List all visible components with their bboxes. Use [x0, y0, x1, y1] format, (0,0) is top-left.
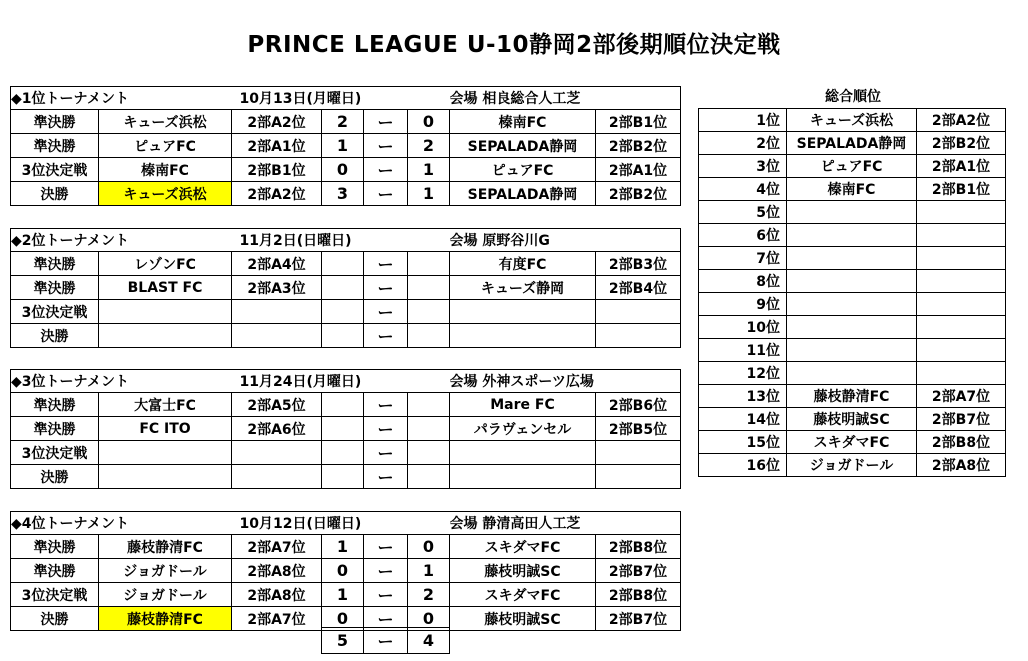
score-dash: ー [364, 300, 408, 324]
away-team-rank [596, 465, 681, 489]
away-score: 0 [408, 607, 450, 631]
away-team-rank: 2部B7位 [596, 607, 681, 631]
away-team-rank: 2部B5位 [596, 417, 681, 441]
ranking-team [787, 201, 917, 224]
ranking-position: 13位 [699, 385, 787, 408]
ranking-league-rank [917, 316, 1006, 339]
ranking-league-rank [917, 224, 1006, 247]
ranking-position: 8位 [699, 270, 787, 293]
home-team: ジョガドール [99, 559, 232, 583]
tournament-venue: 会場 相良総合人工芝 [450, 87, 681, 110]
match-round: 準決勝 [11, 559, 99, 583]
away-team: SEPALADA静岡 [450, 134, 596, 158]
ranking-league-rank: 2部A2位 [917, 109, 1006, 132]
away-team-rank [596, 324, 681, 348]
match-row [11, 393, 681, 417]
tournament-venue: 会場 外神スポーツ広場 [450, 370, 681, 393]
away-team-rank: 2部B8位 [596, 535, 681, 559]
match-row [11, 158, 681, 182]
ranking-team: ジョガドール [787, 454, 917, 477]
ranking-position: 11位 [699, 339, 787, 362]
away-score: 1 [408, 158, 450, 182]
ranking-position: 5位 [699, 201, 787, 224]
tournament-date: 10月12日(日曜日) [232, 512, 450, 535]
home-team-rank: 2部A7位 [232, 607, 322, 631]
ranking-team: キューズ浜松 [787, 109, 917, 132]
ranking-position: 4位 [699, 178, 787, 201]
away-team: スキダマFC [450, 583, 596, 607]
score-dash: ー [364, 182, 408, 206]
match-round: 準決勝 [11, 110, 99, 134]
ranking-league-rank [917, 270, 1006, 293]
ranking-table [698, 108, 1006, 477]
ranking-league-rank [917, 339, 1006, 362]
home-score: 0 [322, 559, 364, 583]
score-dash: ー [364, 393, 408, 417]
ranking-position: 7位 [699, 247, 787, 270]
home-team-rank: 2部A6位 [232, 417, 322, 441]
away-team: 藤枝明誠SC [450, 559, 596, 583]
match-row [11, 182, 681, 206]
home-team: FC ITO [99, 417, 232, 441]
ranking-team: 藤枝静清FC [787, 385, 917, 408]
match-row [11, 583, 681, 607]
ranking-team: ピュアFC [787, 155, 917, 178]
match-round: 3位決定戦 [11, 158, 99, 182]
away-team: 藤枝明誠SC [450, 607, 596, 631]
home-score: 0 [322, 158, 364, 182]
match-row [11, 535, 681, 559]
home-team [99, 300, 232, 324]
away-team-rank: 2部A1位 [596, 158, 681, 182]
away-team [450, 300, 596, 324]
ranking-row [699, 316, 1006, 339]
score-dash: ー [364, 158, 408, 182]
score-dash: ー [364, 607, 408, 631]
home-team-rank: 2部A3位 [232, 276, 322, 300]
match-row [11, 252, 681, 276]
match-round: 準決勝 [11, 535, 99, 559]
away-score: 1 [408, 182, 450, 206]
away-team: スキダマFC [450, 535, 596, 559]
away-score [408, 300, 450, 324]
away-score [408, 276, 450, 300]
away-team-rank: 2部B2位 [596, 182, 681, 206]
away-team: パラヴェンセル [450, 417, 596, 441]
away-team [450, 324, 596, 348]
away-team-rank [596, 300, 681, 324]
ranking-row [699, 293, 1006, 316]
away-team: SEPALADA静岡 [450, 182, 596, 206]
away-score [408, 417, 450, 441]
ranking-position: 15位 [699, 431, 787, 454]
ranking-row [699, 109, 1006, 132]
home-team: 藤枝静清FC [99, 607, 232, 631]
ranking-position: 16位 [699, 454, 787, 477]
score-dash: ー [364, 583, 408, 607]
tournament-table [10, 228, 681, 348]
home-score [322, 465, 364, 489]
home-team-rank [232, 441, 322, 465]
away-score [408, 441, 450, 465]
home-team-rank: 2部A8位 [232, 583, 322, 607]
ranking-league-rank: 2部B8位 [917, 431, 1006, 454]
away-team: Mare FC [450, 393, 596, 417]
home-team [99, 441, 232, 465]
match-round: 準決勝 [11, 252, 99, 276]
ranking-league-rank [917, 362, 1006, 385]
home-team: レゾンFC [99, 252, 232, 276]
away-team-rank [596, 441, 681, 465]
away-score: 0 [408, 535, 450, 559]
ranking-league-rank [917, 201, 1006, 224]
ranking-row [699, 408, 1006, 431]
home-team: 藤枝静清FC [99, 535, 232, 559]
match-row [11, 300, 681, 324]
home-team-rank: 2部A8位 [232, 559, 322, 583]
tournament-date: 11月2日(日曜日) [232, 229, 450, 252]
home-team-rank: 2部A4位 [232, 252, 322, 276]
away-team-rank: 2部B2位 [596, 134, 681, 158]
match-round: 準決勝 [11, 393, 99, 417]
match-round: 3位決定戦 [11, 441, 99, 465]
ranking-team: スキダマFC [787, 431, 917, 454]
match-row [11, 134, 681, 158]
match-round: 3位決定戦 [11, 583, 99, 607]
home-team-rank [232, 300, 322, 324]
ranking-team: 榛南FC [787, 178, 917, 201]
home-team: ジョガドール [99, 583, 232, 607]
tournament-date: 10月13日(月曜日) [232, 87, 450, 110]
score-dash: ー [364, 110, 408, 134]
away-team-rank: 2部B3位 [596, 252, 681, 276]
ranking-row [699, 431, 1006, 454]
match-row [11, 417, 681, 441]
match-row [11, 465, 681, 489]
penalty-home-score: 5 [322, 628, 364, 654]
home-team-rank: 2部A2位 [232, 110, 322, 134]
home-team: 大富士FC [99, 393, 232, 417]
home-team-rank: 2部B1位 [232, 158, 322, 182]
home-score: 1 [322, 583, 364, 607]
score-dash: ー [364, 324, 408, 348]
ranking-position: 6位 [699, 224, 787, 247]
score-dash: ー [364, 252, 408, 276]
home-score: 0 [322, 607, 364, 631]
ranking-row [699, 339, 1006, 362]
ranking-row [699, 132, 1006, 155]
tournament-table [10, 511, 681, 631]
ranking-position: 10位 [699, 316, 787, 339]
away-team-rank: 2部B1位 [596, 110, 681, 134]
away-team [450, 441, 596, 465]
home-team: キューズ浜松 [99, 182, 232, 206]
away-score [408, 324, 450, 348]
ranking-position: 12位 [699, 362, 787, 385]
home-score: 1 [322, 134, 364, 158]
home-team: BLAST FC [99, 276, 232, 300]
ranking-row [699, 178, 1006, 201]
ranking-row [699, 270, 1006, 293]
tournament-venue: 会場 原野谷川G [450, 229, 681, 252]
home-team-rank: 2部A2位 [232, 182, 322, 206]
away-score: 2 [408, 583, 450, 607]
ranking-team [787, 362, 917, 385]
tournament-name: ◆3位トーナメント [11, 370, 232, 393]
match-row [11, 110, 681, 134]
match-row [11, 276, 681, 300]
score-dash: ー [364, 276, 408, 300]
home-score [322, 441, 364, 465]
ranking-league-rank [917, 247, 1006, 270]
away-score [408, 465, 450, 489]
away-team-rank: 2部B7位 [596, 559, 681, 583]
ranking-position: 14位 [699, 408, 787, 431]
away-score: 1 [408, 559, 450, 583]
ranking-league-rank: 2部A7位 [917, 385, 1006, 408]
match-round: 準決勝 [11, 276, 99, 300]
score-dash: ー [364, 535, 408, 559]
away-team: キューズ静岡 [450, 276, 596, 300]
away-team-rank: 2部B4位 [596, 276, 681, 300]
home-team-rank: 2部A5位 [232, 393, 322, 417]
home-score [322, 417, 364, 441]
ranking-team [787, 293, 917, 316]
ranking-team [787, 316, 917, 339]
home-score: 2 [322, 110, 364, 134]
home-score [322, 276, 364, 300]
ranking-position: 9位 [699, 293, 787, 316]
home-team: キューズ浜松 [99, 110, 232, 134]
score-dash: ー [364, 441, 408, 465]
ranking-team: 藤枝明誠SC [787, 408, 917, 431]
ranking-league-rank: 2部B1位 [917, 178, 1006, 201]
ranking-team: SEPALADA静岡 [787, 132, 917, 155]
ranking-position: 1位 [699, 109, 787, 132]
match-round: 準決勝 [11, 134, 99, 158]
away-team: ピュアFC [450, 158, 596, 182]
ranking-position: 3位 [699, 155, 787, 178]
penalty-score-table [321, 627, 450, 654]
match-row [11, 441, 681, 465]
home-team [99, 465, 232, 489]
home-team-rank [232, 465, 322, 489]
ranking-team [787, 339, 917, 362]
away-score [408, 252, 450, 276]
away-team-rank: 2部B6位 [596, 393, 681, 417]
ranking-team [787, 270, 917, 293]
home-score [322, 324, 364, 348]
away-team-rank: 2部B8位 [596, 583, 681, 607]
match-round: 決勝 [11, 182, 99, 206]
home-score: 1 [322, 535, 364, 559]
ranking-row [699, 385, 1006, 408]
tournament-name: ◆4位トーナメント [11, 512, 232, 535]
ranking-league-rank: 2部A8位 [917, 454, 1006, 477]
away-team [450, 465, 596, 489]
ranking-row [699, 362, 1006, 385]
match-round: 決勝 [11, 465, 99, 489]
ranking-row [699, 247, 1006, 270]
away-team: 榛南FC [450, 110, 596, 134]
home-team [99, 324, 232, 348]
tournament-venue: 会場 静清高田人工芝 [450, 512, 681, 535]
ranking-league-rank: 2部B2位 [917, 132, 1006, 155]
penalty-away-score: 4 [408, 628, 450, 654]
home-team-rank: 2部A7位 [232, 535, 322, 559]
match-round: 準決勝 [11, 417, 99, 441]
page-title: PRINCE LEAGUE U-10静岡2部後期順位決定戦 [247, 32, 781, 58]
home-team: ピュアFC [99, 134, 232, 158]
match-round: 3位決定戦 [11, 300, 99, 324]
ranking-title: 総合順位 [825, 89, 881, 105]
tournament-name: ◆2位トーナメント [11, 229, 232, 252]
match-round: 決勝 [11, 324, 99, 348]
ranking-row [699, 155, 1006, 178]
match-row [11, 324, 681, 348]
away-score: 0 [408, 110, 450, 134]
ranking-row [699, 454, 1006, 477]
home-team-rank [232, 324, 322, 348]
home-score [322, 252, 364, 276]
home-score: 3 [322, 182, 364, 206]
home-team-rank: 2部A1位 [232, 134, 322, 158]
away-score [408, 393, 450, 417]
home-score [322, 300, 364, 324]
tournament-name: ◆1位トーナメント [11, 87, 232, 110]
ranking-team [787, 247, 917, 270]
ranking-row [699, 201, 1006, 224]
score-dash: ー [364, 134, 408, 158]
score-dash: ー [364, 465, 408, 489]
ranking-team [787, 224, 917, 247]
away-team: 有度FC [450, 252, 596, 276]
tournament-table [10, 369, 681, 489]
score-dash: ー [364, 559, 408, 583]
ranking-position: 2位 [699, 132, 787, 155]
ranking-row [699, 224, 1006, 247]
ranking-league-rank [917, 293, 1006, 316]
tournament-table [10, 86, 681, 206]
away-score: 2 [408, 134, 450, 158]
ranking-league-rank: 2部B7位 [917, 408, 1006, 431]
home-team: 榛南FC [99, 158, 232, 182]
match-round: 決勝 [11, 607, 99, 631]
ranking-league-rank: 2部A1位 [917, 155, 1006, 178]
score-dash: ー [364, 417, 408, 441]
tournament-date: 11月24日(月曜日) [232, 370, 450, 393]
match-row [11, 559, 681, 583]
home-score [322, 393, 364, 417]
penalty-dash: ー [364, 628, 408, 654]
